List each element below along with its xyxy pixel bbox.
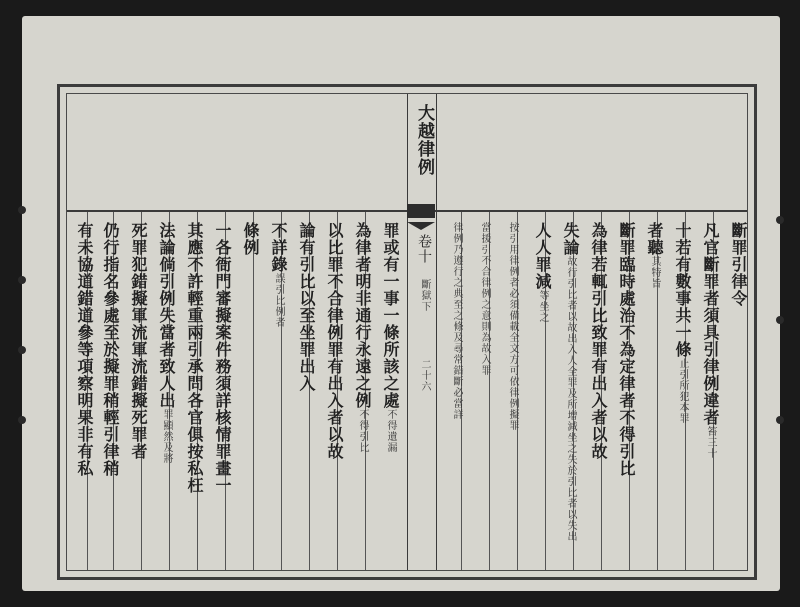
- text-column: [671, 222, 694, 574]
- binding-hole: [18, 206, 26, 214]
- column-note-text: 不得遺漏: [385, 409, 396, 453]
- column-main-text: 人人罪減: [533, 222, 552, 290]
- page-number: 二十六: [419, 359, 430, 392]
- column-main-text: 其應不許輕重兩引承問各官俱按私枉: [185, 222, 204, 494]
- text-column: [351, 222, 374, 574]
- woodblock-frame: [57, 84, 757, 580]
- binding-hole: [776, 216, 784, 224]
- column-main-text: 者聽: [645, 222, 664, 256]
- column-main-text: 斷罪臨時處治不為定律者不得引比: [617, 222, 636, 477]
- text-column: [503, 222, 522, 574]
- column-note-text: 故行引比者以故出入人全罪及所增減坐之失於引比者以失出: [565, 256, 576, 542]
- binding-hole: [776, 316, 784, 324]
- column-note-text: 按引用律例者必須備載全文方可依律例擬罪: [507, 222, 518, 431]
- column-main-text: 條例: [241, 222, 260, 256]
- text-column: [587, 222, 610, 574]
- column-main-text: 凡官斷罪者須具引律例違者: [701, 222, 720, 426]
- column-main-text: 不詳錄: [269, 222, 288, 273]
- text-column: [239, 222, 262, 574]
- text-column: [699, 222, 722, 574]
- column-main-text: 仍行指名參處至於擬罪稍輕引律稍: [101, 222, 120, 477]
- text-column: [447, 222, 466, 574]
- text-column: [559, 222, 582, 574]
- section-label: 斷獄下: [419, 279, 430, 312]
- text-column: [155, 222, 178, 574]
- inner-border: [66, 93, 748, 571]
- volume-label: 卷十: [416, 234, 432, 264]
- column-note-text: 當援引不合律例之意則為故入罪: [479, 222, 490, 376]
- text-column: [643, 222, 666, 574]
- column-main-text: 法論倘引例失當者致人出: [157, 222, 176, 409]
- column-note-text: 其特旨: [649, 256, 660, 289]
- column-note-text: 止引所犯本罪: [677, 358, 688, 424]
- text-column: [475, 222, 494, 574]
- text-column: [379, 222, 402, 574]
- column-main-text: 有未協道錯道參等項察明果非有私: [75, 222, 94, 477]
- column-main-text: 一各衙門審擬案件務須詳核情罪畫一: [213, 222, 232, 494]
- text-column: [323, 222, 346, 574]
- column-main-text: 以比罪不合律例罪有出入者以故: [325, 222, 344, 460]
- text-column: [73, 222, 96, 574]
- column-main-text: 為律若輒引比致罪有出入者以故: [589, 222, 608, 460]
- column-main-text: 死罪犯錯擬軍流軍流錯擬死罪者: [129, 222, 148, 460]
- column-note-text: 不得引比: [357, 409, 368, 453]
- column-note-text: 罪顯然及將: [161, 409, 172, 464]
- paper-sheet: [22, 16, 780, 591]
- binding-hole: [18, 276, 26, 284]
- column-main-text: 失論: [561, 222, 580, 256]
- text-column: [183, 222, 206, 574]
- text-column: [127, 222, 150, 574]
- column-note-text: 等坐之: [537, 290, 548, 323]
- text-column: [267, 222, 290, 574]
- column-note-text: 誤引比例者: [273, 273, 284, 328]
- column-main-text: 為律者明非通行永遠之例: [353, 222, 372, 409]
- column-note-text: 笞三十: [705, 426, 716, 459]
- binding-hole: [18, 346, 26, 354]
- column-main-text: 罪或有一事一條所該之處: [381, 222, 400, 409]
- column-main-text: 論有引比以至坐罪出入: [297, 222, 316, 392]
- text-column: [615, 222, 638, 574]
- column-main-text: 十若有數事共一條: [673, 222, 692, 358]
- column-note-text: 律例乃遵行之典至之條及尋常錯斷必當詳: [451, 222, 462, 420]
- book-title: 大越律例: [414, 104, 434, 176]
- text-column: [99, 222, 122, 574]
- text-column: [727, 222, 750, 574]
- text-column: [531, 222, 554, 574]
- fishtail-mark: [407, 204, 435, 218]
- binding-hole: [18, 416, 26, 424]
- binding-hole: [776, 416, 784, 424]
- text-column: [211, 222, 234, 574]
- text-column: [295, 222, 318, 574]
- column-main-text: 斷罪引律令: [729, 222, 748, 307]
